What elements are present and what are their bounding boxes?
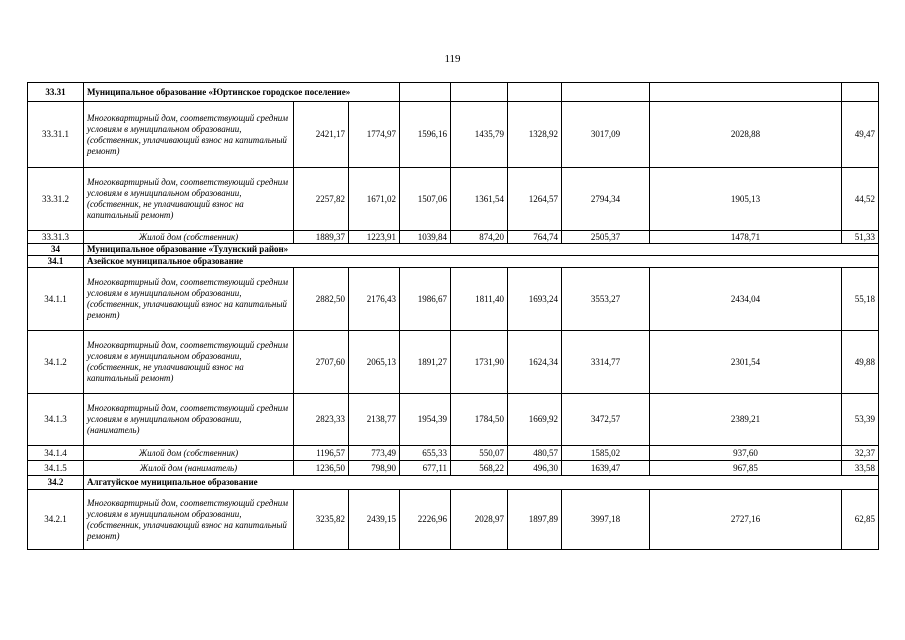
value-cell: 51,33: [842, 231, 879, 244]
value-cell: 3472,57: [562, 394, 650, 446]
value-cell: 2707,60: [294, 331, 349, 394]
value-cell: 1897,89: [508, 490, 562, 550]
value-cell: 1731,90: [451, 331, 508, 394]
value-cell: 1669,92: [508, 394, 562, 446]
row-code: 33.31.2: [28, 168, 84, 231]
section-title: Алгатуйское муниципальное образование: [84, 476, 879, 490]
value-cell: 1223,91: [349, 231, 400, 244]
value-cell: 480,57: [508, 446, 562, 461]
value-cell: 496,30: [508, 461, 562, 476]
value-cell: 2421,17: [294, 102, 349, 168]
row-description: Многоквартирный дом, соответствующий средним условиям в муниципальном образовании, (собственник, уплачивающий взнос на капитальный ремонт): [84, 490, 294, 550]
section-title: Муниципальное образование «Юртинское городское поселение»: [84, 83, 400, 102]
value-cell: 1624,34: [508, 331, 562, 394]
empty-cell: [562, 83, 650, 102]
value-cell: 1954,39: [400, 394, 451, 446]
value-cell: 1585,02: [562, 446, 650, 461]
value-cell: 1784,50: [451, 394, 508, 446]
value-cell: 1507,06: [400, 168, 451, 231]
value-cell: 2138,77: [349, 394, 400, 446]
value-cell: 3314,77: [562, 331, 650, 394]
value-cell: 2389,21: [650, 394, 842, 446]
value-cell: 2176,43: [349, 268, 400, 331]
empty-cell: [842, 83, 879, 102]
value-cell: 2301,54: [650, 331, 842, 394]
row-code: 34: [28, 244, 84, 256]
value-cell: 798,90: [349, 461, 400, 476]
table-row: [28, 268, 879, 331]
value-cell: 2439,15: [349, 490, 400, 550]
row-description: Многоквартирный дом, соответствующий средним условиям в муниципальном образовании, (собственник, не уплачивающий взнос на капитальный ремонт): [84, 168, 294, 231]
table-row: [28, 490, 879, 550]
value-cell: 773,49: [349, 446, 400, 461]
value-cell: 2226,96: [400, 490, 451, 550]
value-cell: 49,88: [842, 331, 879, 394]
value-cell: 2434,04: [650, 268, 842, 331]
value-cell: 1039,84: [400, 231, 451, 244]
row-code: 34.1.4: [28, 446, 84, 461]
row-description: Многоквартирный дом, соответствующий средним условиям в муниципальном образовании, (собственник, не уплачивающий взнос на капитальный ремонт): [84, 331, 294, 394]
value-cell: 2028,88: [650, 102, 842, 168]
value-cell: 2794,34: [562, 168, 650, 231]
row-code: 33.31: [28, 83, 84, 102]
value-cell: 967,85: [650, 461, 842, 476]
row-code: 34.1.1: [28, 268, 84, 331]
value-cell: 1361,54: [451, 168, 508, 231]
section-row: [28, 83, 879, 102]
row-code: 34.2.1: [28, 490, 84, 550]
value-cell: 874,20: [451, 231, 508, 244]
row-code: 34.1.3: [28, 394, 84, 446]
section-title: Азейское муниципальное образование: [84, 256, 879, 268]
section-row: [28, 244, 879, 256]
value-cell: 937,60: [650, 446, 842, 461]
empty-cell: [508, 83, 562, 102]
value-cell: 2065,13: [349, 331, 400, 394]
value-cell: 1986,67: [400, 268, 451, 331]
value-cell: 2257,82: [294, 168, 349, 231]
row-description: Многоквартирный дом, соответствующий средним условиям в муниципальном образовании, (наниматель): [84, 394, 294, 446]
page-number: 119: [444, 53, 461, 65]
value-cell: 1478,71: [650, 231, 842, 244]
value-cell: 1693,24: [508, 268, 562, 331]
empty-cell: [400, 83, 451, 102]
value-cell: 568,22: [451, 461, 508, 476]
value-cell: 55,18: [842, 268, 879, 331]
value-cell: 655,33: [400, 446, 451, 461]
value-cell: 1889,37: [294, 231, 349, 244]
value-cell: 62,85: [842, 490, 879, 550]
value-cell: 1196,57: [294, 446, 349, 461]
table-row: [28, 394, 879, 446]
row-code: 34.1.5: [28, 461, 84, 476]
value-cell: 1905,13: [650, 168, 842, 231]
value-cell: 1236,50: [294, 461, 349, 476]
section-row: [28, 256, 879, 268]
empty-cell: [451, 83, 508, 102]
table-row: [28, 231, 879, 244]
value-cell: 2505,37: [562, 231, 650, 244]
row-code: 34.1.2: [28, 331, 84, 394]
value-cell: 550,07: [451, 446, 508, 461]
value-cell: 3017,09: [562, 102, 650, 168]
row-code: 34.1: [28, 256, 84, 268]
value-cell: 53,39: [842, 394, 879, 446]
table-row: [28, 461, 879, 476]
tariff-table: [27, 82, 879, 550]
empty-cell: [650, 83, 842, 102]
value-cell: 1891,27: [400, 331, 451, 394]
value-cell: 3235,82: [294, 490, 349, 550]
row-code: 34.2: [28, 476, 84, 490]
value-cell: 1671,02: [349, 168, 400, 231]
value-cell: 3553,27: [562, 268, 650, 331]
value-cell: 677,11: [400, 461, 451, 476]
value-cell: 3997,18: [562, 490, 650, 550]
value-cell: 1328,92: [508, 102, 562, 168]
row-code: 33.31.3: [28, 231, 84, 244]
value-cell: 1774,97: [349, 102, 400, 168]
value-cell: 1596,16: [400, 102, 451, 168]
table-row: [28, 168, 879, 231]
row-code: 33.31.1: [28, 102, 84, 168]
value-cell: 1639,47: [562, 461, 650, 476]
value-cell: 1264,57: [508, 168, 562, 231]
value-cell: 32,37: [842, 446, 879, 461]
table-row: [28, 102, 879, 168]
row-description: Жилой дом (собственник): [84, 231, 294, 244]
value-cell: 49,47: [842, 102, 879, 168]
value-cell: 1435,79: [451, 102, 508, 168]
table-row: [28, 331, 879, 394]
value-cell: 764,74: [508, 231, 562, 244]
value-cell: 44,52: [842, 168, 879, 231]
row-description: Многоквартирный дом, соответствующий средним условиям в муниципальном образовании, (собственник, уплачивающий взнос на капитальный ремонт): [84, 102, 294, 168]
section-row: [28, 476, 879, 490]
section-title: Муниципальное образование «Тулунский район»: [84, 244, 879, 256]
value-cell: 2028,97: [451, 490, 508, 550]
row-description: Жилой дом (собственник): [84, 446, 294, 461]
value-cell: 33,58: [842, 461, 879, 476]
value-cell: 1811,40: [451, 268, 508, 331]
table-row: [28, 446, 879, 461]
value-cell: 2727,16: [650, 490, 842, 550]
value-cell: 2823,33: [294, 394, 349, 446]
value-cell: 2882,50: [294, 268, 349, 331]
row-description: Жилой дом (наниматель): [84, 461, 294, 476]
row-description: Многоквартирный дом, соответствующий средним условиям в муниципальном образовании, (собственник, уплачивающий взнос на капитальный ремонт): [84, 268, 294, 331]
